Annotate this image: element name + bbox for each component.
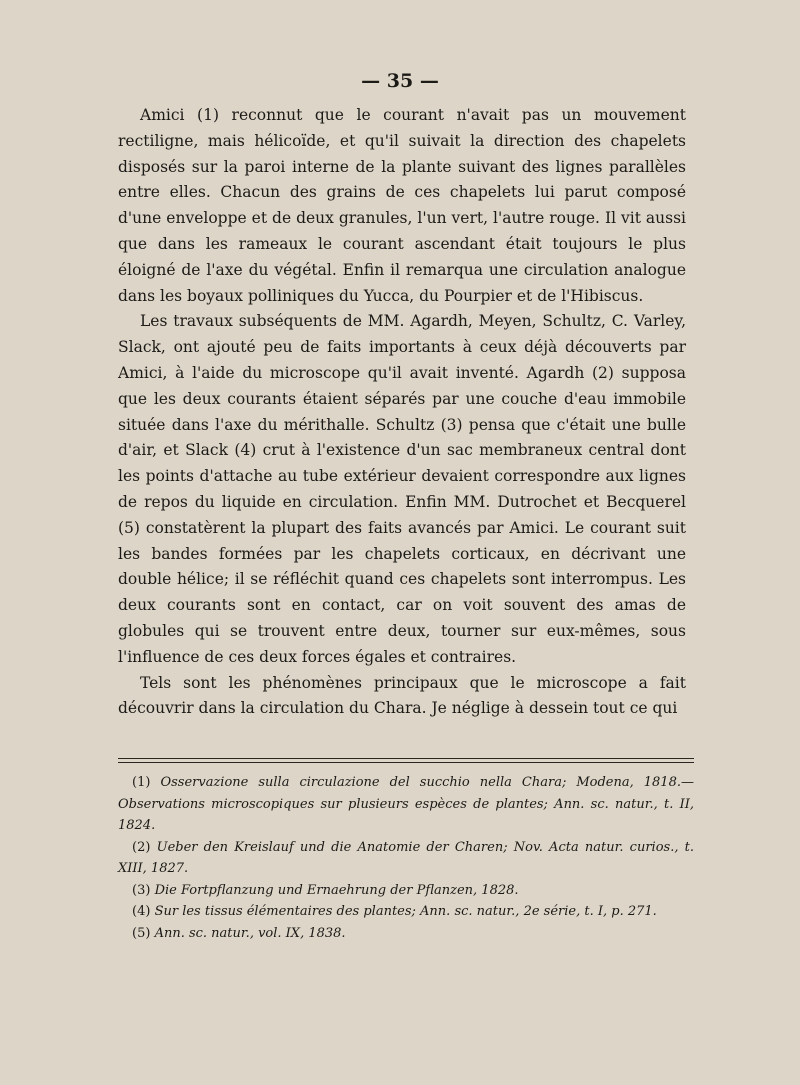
page-number: — 35 — (361, 70, 439, 92)
paragraph-3: Tels sont les phénomènes principaux que le microscope a fait découvrir dans la circulation du Chara. Je néglige à dessein tout ce qui (118, 673, 686, 718)
footnote-number: (4) (132, 904, 151, 919)
footnote-number: (5) (132, 925, 151, 941)
footnote-text: Ueber den Kreislauf und die Anatomie der Charen; Nov. Acta natur. curios., t. XIII, 1827. (118, 839, 694, 876)
paragraph-2: Les travaux subséquents de MM. Agardh, Meyen, Schultz, C. Varley, Slack, ont ajouté peu de faits importants à ceux déjà découverts par Amici, à l'aide du microscope qu'il avait inventé. Agardh (2) supposa que les deux courants étaient séparés par une couche d'eau immobile située dans l'axe du mérithalle. Schultz (3) pensa que c'était une bulle d'air, et Slack (4) crut à l'existence d'un sac membraneux central dont les points d'attache au tube extérieur devaient correspondre aux lignes de repos du liquide en circulation. Enfin MM. Dutrochet et Becquerel (5) constatèrent la plupart des faits avancés par Amici. Le courant suit les bandes formées par les chapelets corticaux, en décrivant une double hélice; il se réfléchit quand ces chapelets sont interrompus. Les deux courants sont en contact, car on voit souvent des amas de globules qui se trouvent entre deux, tourner sur eux-mêmes, sous l'influence de ces deux forces égales et contraires. (118, 312, 686, 666)
footnote-5 (118, 923, 694, 945)
footnote-4 (118, 901, 694, 923)
paragraph-1: Amici (1) reconnut que le courant n'avait pas un mouvement rectiligne, mais hélicoïde, et qu'il suivait la direction des chapelets disposés sur la paroi interne de la plante suivant des lignes parallèles entre elles. Chacun des grains de ces chapelets lui parut composé d'une enveloppe et de deux granules, l'un vert, l'autre rouge. Il vit aussi que dans les rameaux le courant ascendant était toujours le plus éloigné de l'axe du végétal. Enfin il remarqua une circulation analogue dans les boyaux polliniques du Yucca, du Pourpier et de l'Hibiscus. (118, 106, 686, 305)
footnote-number: (2) (132, 839, 151, 855)
footnotes (118, 772, 694, 944)
footnote-text: Sur les tissus élémentaires des plantes; Ann. sc. natur., 2e série, t. I, p. 271. (154, 904, 657, 919)
footnote-text: Ann. sc. natur., vol. IX, 1838. (154, 925, 346, 941)
footnote-divider (118, 758, 694, 759)
footnote-3 (118, 880, 694, 902)
footnote-number: (3) (132, 882, 151, 898)
footnote-1 (118, 772, 694, 837)
footnote-text: Osservazione sulla circulazione del succhio nella Chara; Modena, 1818.— Observations microscopiques sur plusieurs espèces de plantes; Ann. sc. natur., t. II, 1824. (118, 775, 694, 833)
footnote-2 (118, 837, 694, 880)
footnote-text: Die Fortpflanzung und Ernaehrung der Pflanzen, 1828. (154, 882, 519, 898)
footnote-divider-second (118, 762, 694, 763)
footnote-number: (1) (132, 775, 151, 790)
main-text (118, 103, 686, 722)
